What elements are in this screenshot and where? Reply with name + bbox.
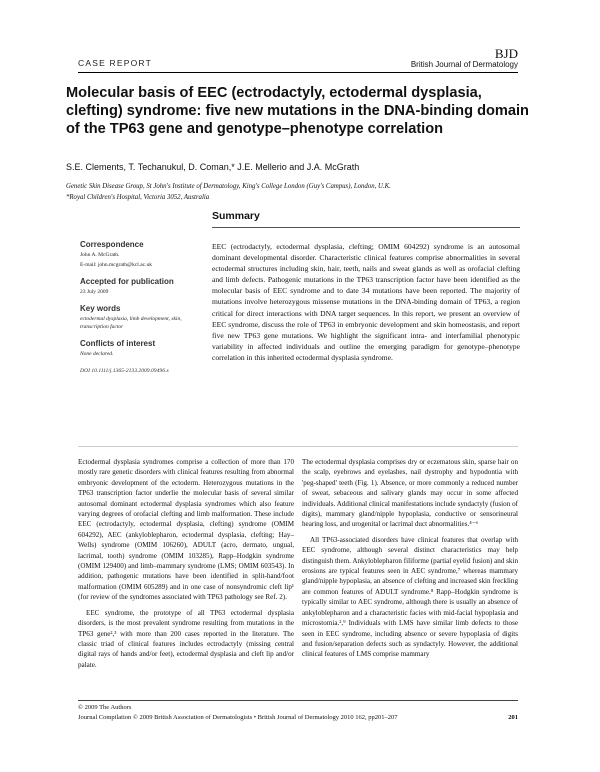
accepted-heading: Accepted for publication bbox=[80, 277, 174, 286]
conflicts-heading: Conflicts of interest bbox=[80, 339, 156, 348]
section-label: CASE REPORT bbox=[78, 58, 152, 68]
body-paragraph: Ectodermal dysplasia syndromes comprise a collection of more than 170 mostly rare genetic disorders with clinical features resulting from abnormal embryonic development of the ectoderm. Heterozygous mutations in the TP63 transcription factor underlie the molecular basis of several similar autosomal dominant ectodermal dysplasia syndromes which also feature varying degrees of orofacial clefting and limb malformation. These include EEC (ectrodactyly, ectodermal dysplasia, clefting) syndrome (OMIM 604292), AEC (ankyloblepharon, ectodermal dysplasia, clefting; Hay–Wells) syndrome (OMIM 106260), ADULT (acro, dermato, ungual, lacrimal, tooth) syndrome (OMIM 103285), Rapp–Hodgkin syndrome (OMIM 129400) and limb–mammary syndrome (LMS; OMIM 603543). In addition, pathogenic mutations have been identified in split-hand/foot malformation (OMIM 605289) and in one case of nonsyndromic cleft lip¹ (for review of the syndromes associated with TP63 pathology see Ref. 2). bbox=[78, 458, 294, 602]
affiliation-secondary: *Royal Children's Hospital, Victoria 3052, Australia bbox=[66, 194, 210, 201]
keywords-list: ectodermal dysplasia, limb development, skin, transcription factor bbox=[80, 316, 182, 330]
affiliation-primary: Genetic Skin Disease Group, St John's Institute of Dermatology, King's College London (Guy's Campus), London, U.K. bbox=[66, 183, 391, 190]
conflicts-text: None declared. bbox=[80, 351, 114, 357]
body-paragraph: EEC syndrome, the prototype of all TP63 ectodermal dysplasia disorders, is the most prevalent syndrome resulting from mutations in the TP63 gene²,³ with more than 200 cases reported in the literature. The classic triad of clinical features includes ectrodactyly (missing central digital rays of hands and/or feet), ectodermal dysplasia and cleft lip and/or palate. bbox=[78, 608, 294, 669]
section-divider bbox=[78, 446, 518, 447]
article-title: Molecular basis of EEC (ectrodactyly, ectodermal dysplasia, clefting) syndrome: five new mutations in the DNA-binding domain of the TP63 gene and genotype–phenotype correlation bbox=[66, 85, 529, 137]
correspondence-heading: Correspondence bbox=[80, 240, 144, 249]
body-column-left bbox=[78, 457, 294, 675]
summary-rule bbox=[212, 227, 520, 228]
footer-journal-line: Journal Compilation © 2009 British Association of Dermatologists • British Journal of Dermatology 2010 162, pp201–207 bbox=[78, 714, 398, 721]
affiliations bbox=[66, 181, 526, 203]
body-paragraph: All TP63-associated disorders have clinical features that overlap with EEC syndrome, although several distinct characteristics may help distinguish them. Ankyloblepharon filiforme (partial eyelid fusion) and skin erosions are typical features seen in AEC syndrome,⁷ whereas mammary gland/nipple hypoplasia, an absence of clefting and increased skin freckling are common features of ADULT syndrome.⁸ Rapp–Hodgkin syndrome is typically similar to AEC syndrome, although there is usually an absence of ankyloblepharon and a characteristic facies with mid-facial hypoplasia and microstomia.²,⁹ Individuals with LMS have similar limb defects to those seen in EEC syndrome, including absence or severe hypoplasia of digits and fusion/separation defects such as syndactyly. However, the additional clinical features of LMS comprise mammary bbox=[302, 535, 518, 659]
header-rule bbox=[78, 72, 518, 73]
correspondence-email[interactable]: E-mail: john.mcgrath@kcl.ac.uk bbox=[80, 262, 152, 268]
summary-heading: Summary bbox=[212, 210, 260, 222]
page-number: 201 bbox=[508, 714, 518, 721]
summary-text: EEC (ectrodactyly, ectodermal dysplasia, clefting; OMIM 604292) syndrome is an autosomal dominant developmental disorder. Characteristic clinical features comprise abnormalities in several ectodermal structures including skin, hair, teeth, nails and sweat glands as well as orofacial clefting and limb defects. Pathogenic mutations in the TP63 transcription factor have been identified as the molecular basis of EEC syndrome and to date 34 mutations have been reported. The majority of mutations involve heterozygous missense mutations in the DNA-binding domain of TP63, a region critical for direct interactions with DNA target sequences. In this report, we present an overview of EEC syndrome, discuss the role of TP63 in embryonic development and skin homeostasis, and report five new TP63 gene mutations. We highlight the significant intra- and interfamilial phenotypic variability in affected individuals and outline the emerging paradigm for genotype–phenotype correlation in this inherited ectodermal dysplasia syndrome. bbox=[212, 242, 520, 362]
author-list: S.E. Clements, T. Techanukul, D. Coman,* J.E. Mellerio and J.A. McGrath bbox=[66, 162, 360, 172]
article-sidebar bbox=[80, 240, 200, 374]
footer-rule bbox=[78, 700, 518, 701]
journal-name: British Journal of Dermatology bbox=[410, 60, 518, 69]
body-paragraph: The ectodermal dysplasia comprises dry or eczematous skin, sparse hair on the scalp, eyebrows and eyelashes, nail dystrophy and hypodontia with 'peg-shaped' teeth (Fig. 1). Absence, or more commonly a reduced number of sweat, sebaceous and salivary glands may occur in some affected individuals. Additional clinical manifestations include syndactyly (fusion of digits), mammary gland/nipple hypoplasia, conductive or sensorineural hearing loss, and urogenital or lacrimal duct abnormalities.⁴⁻⁶ bbox=[302, 458, 518, 529]
body-column-right bbox=[302, 457, 518, 665]
accepted-date: 23 July 2009 bbox=[80, 289, 109, 295]
doi-link[interactable]: DOI 10.1111/j.1365-2133.2009.09496.x bbox=[80, 368, 169, 374]
footer-copyright: © 2009 The Authors bbox=[78, 704, 132, 711]
keywords-heading: Key words bbox=[80, 304, 121, 313]
journal-abbreviation: BJD bbox=[494, 46, 518, 61]
correspondence-name: John A. McGrath. bbox=[80, 252, 120, 258]
